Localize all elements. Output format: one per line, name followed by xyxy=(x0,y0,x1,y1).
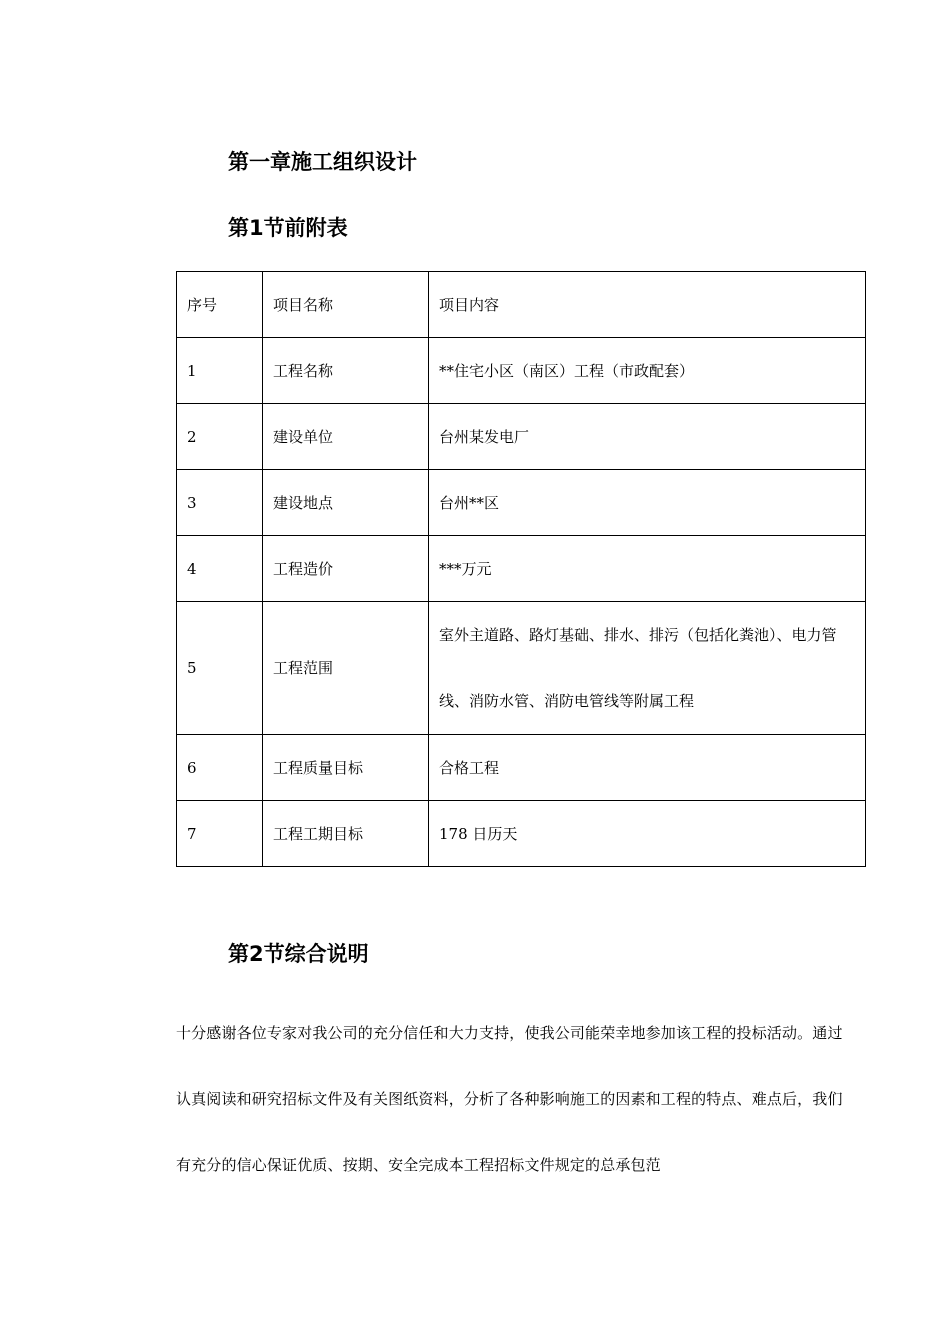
table-row xyxy=(177,536,866,602)
row-name: 工程名称 xyxy=(263,338,429,404)
table-row xyxy=(177,470,866,536)
table-row xyxy=(177,801,866,867)
row-content: 室外主道路、路灯基础、排水、排污（包括化粪池）、电力管线、消防水管、消防电管线等附属工程 xyxy=(429,602,866,735)
row-name: 工程工期目标 xyxy=(263,801,429,867)
section-title-front-table: 第1节前附表 xyxy=(228,216,348,240)
chapter-title: 第一章施工组织设计 xyxy=(228,150,417,174)
row-name: 建设地点 xyxy=(263,470,429,536)
table-row xyxy=(177,602,866,735)
row-name: 工程质量目标 xyxy=(263,735,429,801)
row-content: 合格工程 xyxy=(429,735,866,801)
row-name: 工程范围 xyxy=(263,602,429,735)
row-content: 台州**区 xyxy=(429,470,866,536)
header-cell-item-name: 项目名称 xyxy=(263,272,429,338)
row-content: **住宅小区（南区）工程（市政配套） xyxy=(429,338,866,404)
table-row xyxy=(177,338,866,404)
row-no: 4 xyxy=(177,536,263,602)
front-table xyxy=(176,271,866,867)
header-cell-no: 序号 xyxy=(177,272,263,338)
row-no: 1 xyxy=(177,338,263,404)
row-content: ***万元 xyxy=(429,536,866,602)
row-no: 7 xyxy=(177,801,263,867)
row-no: 6 xyxy=(177,735,263,801)
table-row xyxy=(177,735,866,801)
section-title-overview: 第2节综合说明 xyxy=(228,942,369,966)
header-cell-item-content: 项目内容 xyxy=(429,272,866,338)
table-header-row xyxy=(177,272,866,338)
row-no: 3 xyxy=(177,470,263,536)
row-name: 工程造价 xyxy=(263,536,429,602)
row-name: 建设单位 xyxy=(263,404,429,470)
row-no: 5 xyxy=(177,602,263,735)
row-content: 178 日历天 xyxy=(429,801,866,867)
table-row xyxy=(177,404,866,470)
row-no: 2 xyxy=(177,404,263,470)
overview-paragraph: 十分感谢各位专家对我公司的充分信任和大力支持，使我公司能荣幸地参加该工程的投标活动。通过认真阅读和研究招标文件及有关图纸资料，分析了各种影响施工的因素和工程的特点、难点后，我们有充分的信心保证优质、按期、安全完成本工程招标文件规定的总承包范 xyxy=(176,1024,843,1174)
row-content: 台州某发电厂 xyxy=(429,404,866,470)
